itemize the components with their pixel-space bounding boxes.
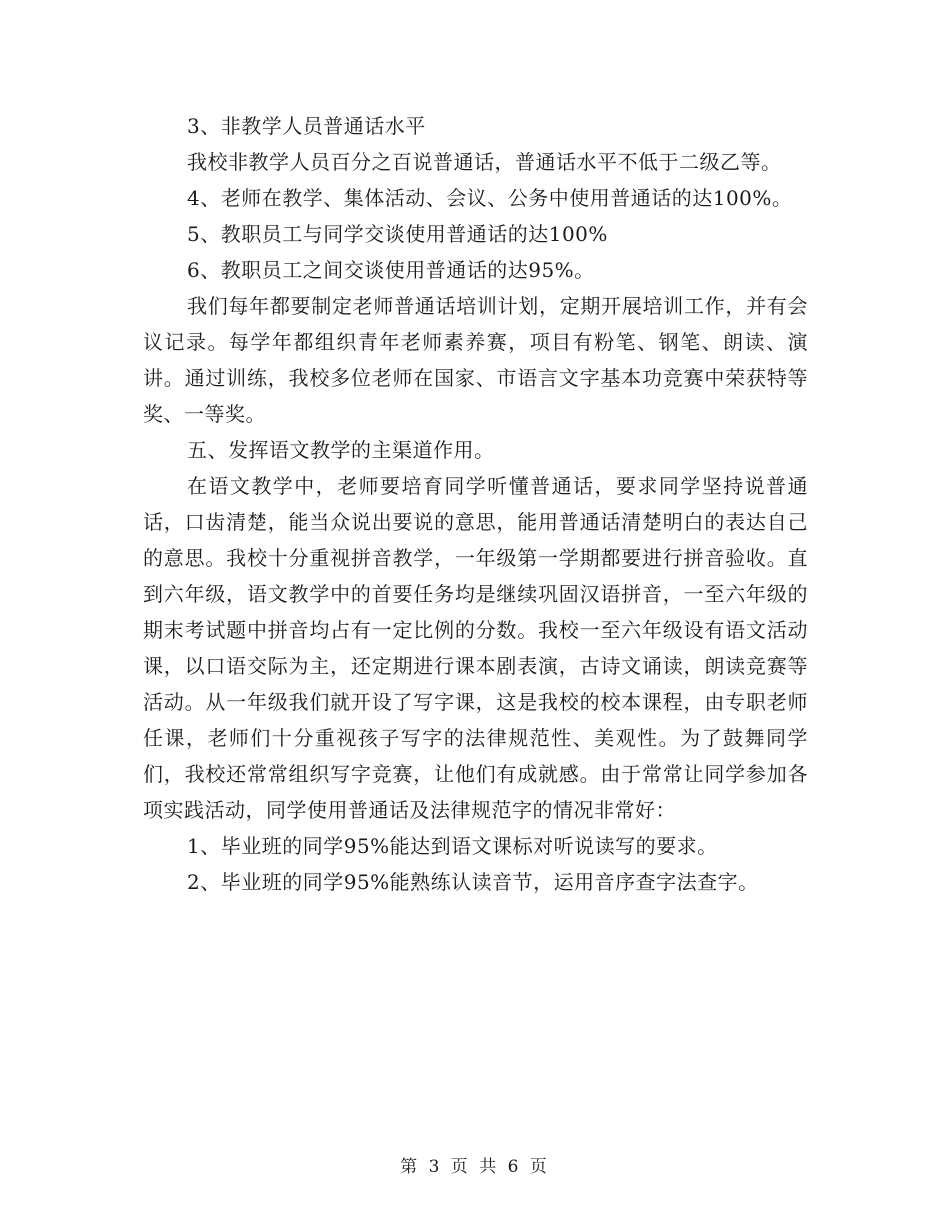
paragraph-item-5: 5、教职员工与同学交谈使用普通话的达100% (187, 222, 608, 246)
section-heading-five: 五、发挥语文教学的主渠道作用。 (187, 438, 495, 462)
paragraph-item-6: 6、教职员工之间交谈使用普通话的达95%。 (187, 258, 595, 282)
paragraph-item-4: 4、老师在教学、集体活动、会议、公务中使用普通话的达100%。 (187, 186, 793, 210)
paragraph-non-teaching-staff: 我校非教学人员百分之百说普通话，普通话水平不低于二级乙等。 (187, 150, 782, 174)
paragraph-item-3-heading: 3、非教学人员普通话水平 (187, 114, 426, 138)
document-body (143, 108, 808, 900)
paragraph-list-item-1: 1、毕业班的同学95%能达到语文课标对听说读写的要求。 (187, 834, 718, 858)
paragraph-training-plan: 我们每年都要制定老师普通话培训计划，定期开展培训工作，并有会议记录。每学年都组织青年老师素养赛，项目有粉笔、钢笔、朗读、演讲。通过训练，我校多位老师在国家、市语言文字基本功竞赛中荣获特等奖、一等奖。 (143, 294, 808, 426)
paragraph-list-item-2: 2、毕业班的同学95%能熟练认读音节，运用音序查字法查字。 (187, 870, 759, 894)
paragraph-chinese-teaching: 在语文教学中，老师要培育同学听懂普通话，要求同学坚持说普通话，口齿清楚，能当众说出要说的意思，能用普通话清楚明白的表达自己的意思。我校十分重视拼音教学，一年级第一学期都要进行拼音验收。直到六年级，语文教学中的首要任务均是继续巩固汉语拼音，一至六年级的期末考试题中拼音均占有一定比例的分数。我校一至六年级设有语文活动课，以口语交际为主，还定期进行课本剧表演，古诗文诵读，朗读竞赛等活动。从一年级我们就开设了写字课，这是我校的校本课程，由专职老师任课，老师们十分重视孩子写字的法律规范性、美观性。为了鼓舞同学们，我校还常常组织写字竞赛，让他们有成就感。由于常常让同学参加各项实践活动，同学使用普通话及法律规范字的情况非常好： (143, 474, 808, 822)
page-number-footer: 第 3 页 共 6 页 (400, 1157, 550, 1177)
